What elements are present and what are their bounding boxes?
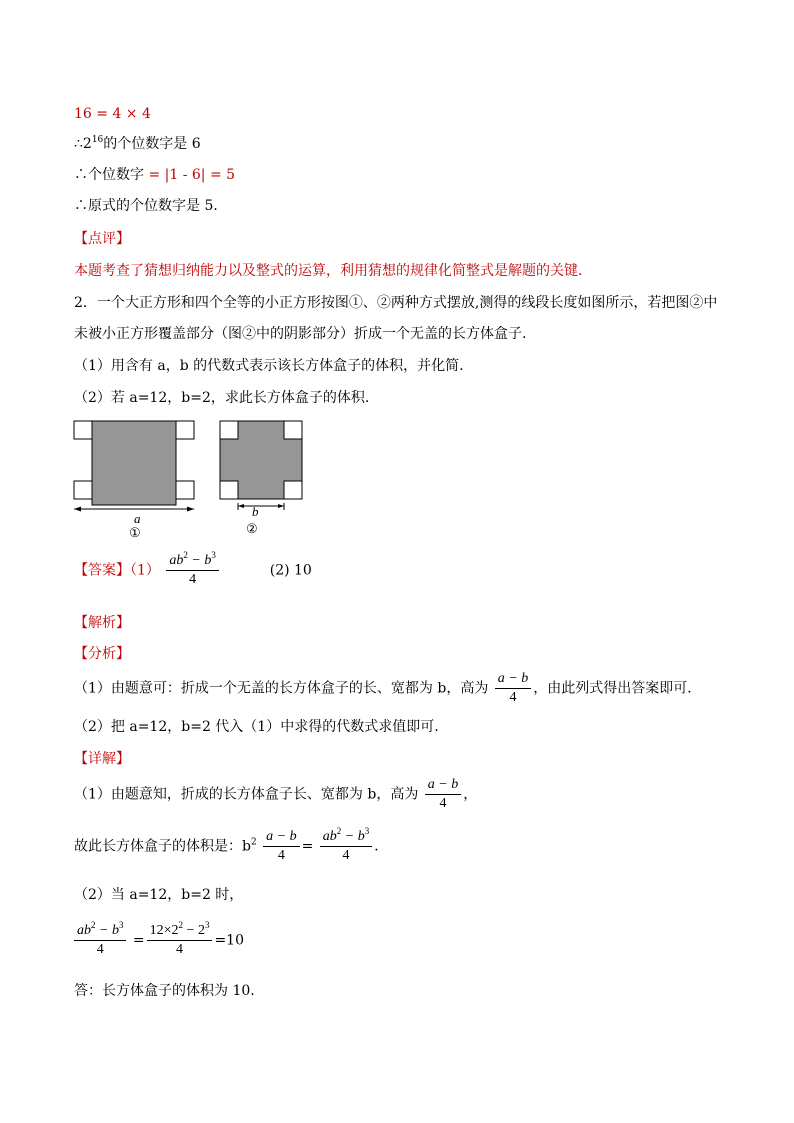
fig2-small-square (284, 481, 302, 499)
fenxi-line-2: （2）把 a=12，b=2 代入（1）中求得的代数式求值即可. (74, 719, 439, 735)
arrow-head (238, 504, 244, 508)
detail-line-1 (74, 776, 477, 813)
detail-line-2 (74, 828, 388, 865)
denominator: 4 (96, 942, 104, 957)
math-term: − b (187, 553, 212, 568)
comment-body: 本题考查了猜想归纳能力以及整式的运算，利用猜想的规律化简整式是解题的关键． (74, 263, 592, 279)
arrow-head (278, 504, 284, 508)
math-term: − b (95, 923, 119, 938)
math-term: ab (322, 829, 337, 844)
exponent: 3 (204, 920, 210, 930)
equals-sign: = (132, 932, 145, 949)
therefore-symbol: ∴2 (74, 136, 92, 152)
fraction (147, 922, 213, 959)
answer-part2: (2) 10 (269, 562, 312, 579)
text-segment: 故此长方体盒子的体积是：b (74, 838, 251, 855)
text-line (74, 135, 201, 153)
fig1-small-square (74, 421, 92, 439)
fig1-small-square (176, 481, 194, 499)
text-line: ∴原式的个位数字是 5． (74, 198, 228, 214)
fig2-small-square (284, 421, 302, 439)
text-segment: ∴个位数字 (74, 167, 144, 183)
text-segment: = |1 - 6| = 5 (144, 167, 236, 183)
math-term: − b (341, 829, 365, 844)
numerator: a − b (495, 670, 531, 689)
equals-sign: = (301, 838, 314, 855)
question-text: 未被小正方形覆盖部分（图②中的阴影部分）折成一个无盖的长方体盒子. (74, 326, 527, 342)
comment-heading: 【点评】 (74, 231, 130, 247)
exponent: 2 (178, 920, 184, 930)
text-segment: ， (463, 786, 478, 803)
fraction (74, 922, 126, 959)
fenxi-heading: 【分析】 (74, 646, 130, 662)
exponent: 2 (91, 920, 96, 930)
label-a: a (134, 511, 141, 526)
math-term: ab (169, 553, 184, 568)
math-term: − 2 (183, 923, 205, 938)
math-term: ab (77, 923, 91, 938)
exponent: 2 (336, 826, 342, 836)
text-segment: =10 (214, 932, 244, 949)
exponent: 3 (364, 826, 370, 836)
text-segment: 的个位数字是 6 (103, 136, 201, 152)
detail-heading: 【详解】 (74, 751, 130, 767)
text-line (74, 166, 235, 184)
fig1-caption: ① (129, 525, 141, 539)
answer-line (74, 552, 312, 589)
text-segment: ． (374, 838, 389, 855)
answer-label: 【答案】（1） (74, 562, 160, 579)
exponent: 3 (118, 920, 124, 930)
exponent: 2 (250, 837, 257, 848)
exponent: 2 (183, 550, 188, 560)
text-segment: ，由此列式得出答案即可． (533, 680, 702, 697)
text-segment: （1）由题意可：折成一个无盖的长方体盒子的长、宽都为 b，高为 (74, 680, 489, 697)
text-line: 16 = 4 × 4 (74, 106, 151, 122)
question-sub-1: （1）用含有 a，b 的代数式表示该长方体盒子的体积，并化简. (74, 358, 464, 374)
fraction (320, 828, 372, 865)
fraction (495, 670, 531, 707)
exponent: 16 (91, 135, 104, 145)
numerator: a − b (263, 828, 299, 847)
question-sub-2: （2）若 a=12，b=2，求此长方体盒子的体积. (74, 390, 370, 406)
fenxi-line-1 (74, 670, 701, 707)
fig1-small-square (74, 481, 92, 499)
numerator: a − b (425, 776, 461, 795)
question-text: 2．一个大正方形和四个全等的小正方形按图①、②两种方式摆放,测得的线段长度如图所示，若把图②中 (74, 295, 718, 311)
arrow-head (74, 507, 81, 512)
fig1-big-square (92, 421, 176, 505)
detail-line-4 (72, 922, 244, 959)
analysis-heading: 【解析】 (74, 615, 130, 631)
fig1-small-square (176, 421, 194, 439)
math-term: 12×2 (149, 923, 179, 938)
fraction (263, 828, 299, 865)
final-answer: 答：长方体盒子的体积为 10. (74, 983, 255, 999)
denominator: 4 (342, 848, 350, 863)
detail-line-3: （2）当 a=12，b=2 时， (74, 887, 244, 903)
denominator: 4 (189, 572, 197, 587)
denominator: 4 (509, 690, 517, 705)
fraction (166, 552, 218, 589)
fig2-small-square (220, 481, 238, 499)
fig2-caption: ② (246, 521, 258, 536)
arrow-head (187, 507, 194, 512)
fraction (425, 776, 461, 813)
denominator: 4 (176, 942, 184, 957)
fig2-small-square (220, 421, 238, 439)
text-segment: （1）由题意知，折成的长方体盒子长、宽都为 b，高为 (74, 786, 419, 803)
figure-squares (66, 414, 316, 539)
label-b: b (252, 504, 259, 519)
exponent: 3 (211, 550, 216, 560)
denominator: 4 (439, 796, 447, 811)
denominator: 4 (277, 848, 285, 863)
